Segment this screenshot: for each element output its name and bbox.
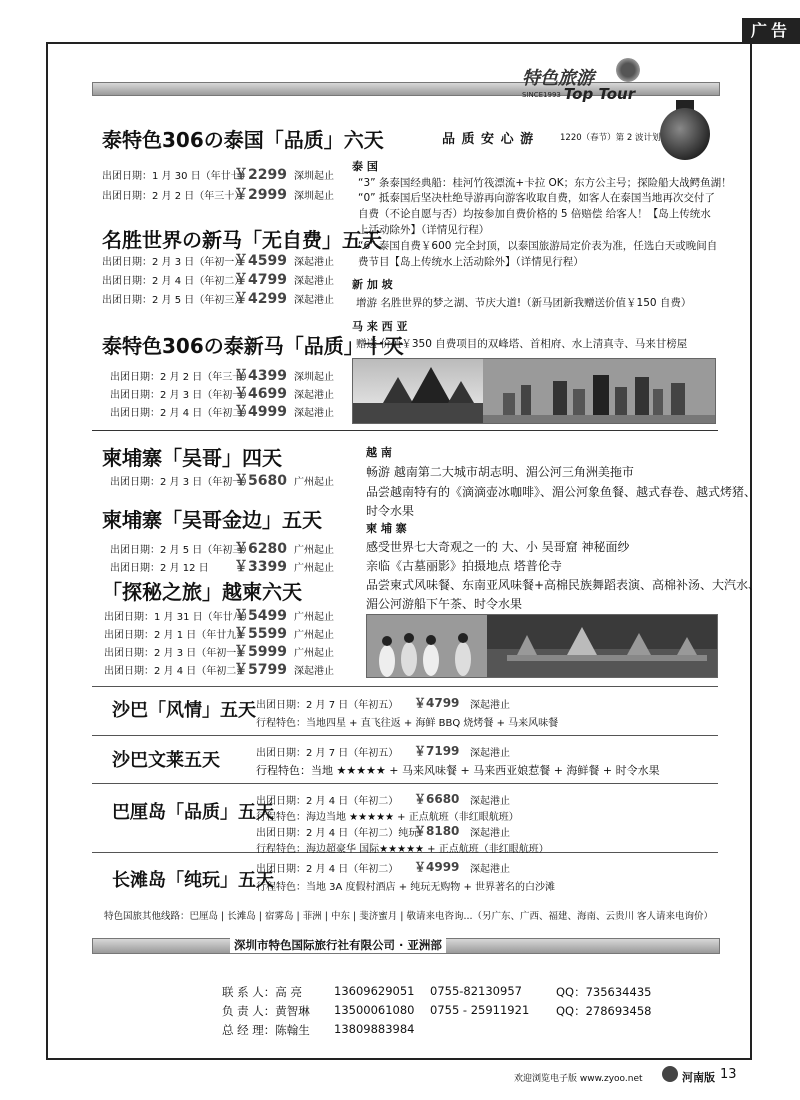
photo-dancers-angkor (366, 614, 718, 678)
tour-title: 柬埔寨「吴哥金边」五天 (102, 508, 322, 532)
departure-date: 出团日期：2 月 7 日（年初五） (256, 748, 399, 759)
tour-price: ￥4999 (414, 860, 460, 874)
departure-city: 深起港止 (294, 295, 334, 306)
logo-sub-text: Top Tour (563, 85, 636, 103)
company-name: 深圳市特色国际旅行社有限公司 · 亚洲部 (230, 937, 446, 953)
vietnam-line-3: 时令水果 (366, 504, 415, 518)
tour-price: ￥5799 (234, 662, 287, 678)
tour-price: ￥6680 (414, 792, 460, 806)
departure-date: 出团日期：2 月 2 日（年三十） (110, 372, 253, 383)
thailand-item-3: “6” 泰国自费￥600 完全封顶，以泰国旅游局定价表为准，任选白天或晚间自费节目【岛上传统水上活动除外】（详情见行程） (358, 240, 718, 268)
departure-city: 广州起止 (294, 545, 334, 556)
vietnam-line-2: 品尝越南特有的《滴滴壶冰咖啡》、湄公河象鱼餐、越式春卷、越式烤猪、 (366, 485, 757, 499)
tour-title: 泰特色306の泰国「品质」六天 (102, 128, 384, 152)
section-divider (92, 430, 718, 431)
departure-city: 深起港止 (470, 748, 510, 759)
departure-city: 广州起止 (294, 477, 334, 488)
tour-price: ￥4999 (234, 404, 287, 420)
departure-date: 出团日期：2 月 4 日（年初二） (102, 276, 245, 287)
departure-date: 出团日期：2 月 4 日（年初二） (256, 864, 399, 875)
singapore-text: 增游 名胜世界的梦之湖、节庆大道!（新马团新我赠送价值￥150 自费） (356, 297, 692, 309)
thailand-item-1: “3” 条泰国经典船：桂河竹筏漂流+卡拉 OK；东方公主号；探险船大战鳄鱼湖！ (358, 177, 732, 189)
departure-date: 出团日期：2 月 4 日（年初二） (104, 666, 247, 677)
itinerary-feature: 行程特色：当地 3A 度假村酒店 + 纯玩无购物 + 世界著名的白沙滩 (256, 882, 556, 893)
group-divider (92, 783, 718, 784)
departure-date: 出团日期：1 月 31 日（年廿八） (104, 612, 253, 623)
contact-qq: QQ：278693458 (556, 1004, 652, 1018)
tour-price: ￥2999 (234, 187, 287, 203)
departure-date: 出团日期：2 月 5 日（年初三） (102, 295, 245, 306)
lantern-icon (660, 108, 710, 160)
contact-phone: 0755 - 25911921 (430, 1003, 530, 1017)
tour-price: ￥6280 (234, 541, 287, 557)
departure-date: 出团日期：2 月 1 日（年廿九） (104, 630, 247, 641)
departure-date: 出团日期：2 月 5 日（年初三） (110, 545, 253, 556)
tour-title: 柬埔寨「吴哥」四天 (102, 446, 282, 470)
cambodia-line-3: 品尝柬式风味餐、东南亚风味餐+高棉民族舞蹈表演、高棉补汤、大汽水、 (366, 578, 761, 592)
malaysia-head: 马 来 西 亚 (352, 320, 408, 333)
departure-date: 出团日期：2 月 4 日（年初二） (256, 796, 399, 807)
departure-date: 出团日期：2 月 12 日 (110, 563, 209, 574)
footer-text: 欢迎浏览电子版 www.zyoo.net (514, 1074, 643, 1084)
departure-date: 出团日期：2 月 2 日（年三十） (102, 191, 245, 202)
contact-qq: QQ：735634435 (556, 985, 652, 999)
vietnam-head: 越 南 (366, 446, 392, 459)
contact-phone: 0755-82130957 (430, 984, 522, 998)
departure-date: 出团日期：2 月 3 日（年初一） (104, 648, 247, 659)
departure-city: 深起港止 (470, 700, 510, 711)
itinerary-feature: 行程特色：海边超豪华 国际★★★★★ + 正点航班（非红眼航班） (256, 844, 549, 855)
tour-price: ￥5499 (234, 608, 287, 624)
photo-temple-skyline (352, 358, 716, 424)
contact-role: 联 系 人：高 亮 (222, 985, 302, 999)
departure-date: 出团日期：2 月 7 日（年初五） (256, 700, 399, 711)
page-number: 13 (720, 1067, 737, 1082)
itinerary-feature: 行程特色：海边当地 ★★★★★ + 正点航班（非红眼航班） (256, 812, 519, 823)
contact-mobile: 13500061080 (334, 1003, 415, 1017)
tour-price: ￥5680 (234, 473, 287, 489)
cambodia-line-2: 亲临《古墓丽影》拍摄地点 塔普伦寺 (366, 559, 562, 573)
tour-price: ￥4799 (414, 696, 460, 710)
tour-title: 沙巴文莱五天 (112, 750, 220, 771)
malaysia-text: 赠送 价值￥350 自费项目的双峰塔、首相府、水上清真寺、马来甘榜屋 (356, 338, 688, 350)
departure-city: 广州起止 (294, 648, 334, 659)
departure-date: 出团日期：2 月 3 日（年初一） (110, 390, 253, 401)
tour-price: ￥4299 (234, 291, 287, 307)
edition-badge-icon (662, 1066, 678, 1082)
thailand-head: 泰 国 (352, 160, 378, 173)
quality-tour-title: 品 质 安 心 游 (442, 132, 535, 147)
tour-price: ￥7199 (414, 744, 460, 758)
tour-price: ￥4799 (234, 272, 287, 288)
departure-city: 深起港止 (294, 408, 334, 419)
itinerary-feature: 行程特色：当地四星 + 直飞往返 + 海鲜 BBQ 烧烤餐 + 马来风味餐 (256, 718, 559, 729)
tour-price: ￥4399 (234, 368, 287, 384)
other-routes: 特色国旅其他线路：巴厘岛 | 长滩岛 | 宿雾岛 | 菲洲 | 中东 | 斐济蜜月 | 敬请来电咨询...（另广东、广西、福建、海南、云贵川 客人请来电询价） (104, 911, 714, 922)
tour-price: ￥3399 (234, 559, 287, 575)
departure-date: 出团日期：2 月 3 日（年初一） (102, 257, 245, 268)
cambodia-line-1: 感受世界七大奇观之一的 大、小 吴哥窟 神秘面纱 (366, 540, 630, 554)
tour-title: 泰特色306の泰新马「品质」十天 (102, 334, 404, 358)
departure-date: 出团日期：2 月 4 日（年初二）纯玩 (256, 828, 419, 839)
departure-city: 深起港止 (470, 864, 510, 875)
departure-date: 出团日期：1 月 30 日（年廿七） (102, 171, 251, 182)
thailand-item-2: “0” 抵泰国后坚决杜绝导游再向游客收取自费，如客人在泰国当地再次交付了自费（不论自愿与否）均按参加自费价格的 5 倍赔偿 给客人！【岛上传统水上活动除外】（详情见行程） (358, 192, 715, 236)
cambodia-line-4: 湄公河游船下午茶、时令水果 (366, 597, 523, 611)
tour-title: 长滩岛「纯玩」五天 (112, 870, 274, 891)
departure-city: 深圳起止 (294, 372, 334, 383)
contact-mobile: 13609629051 (334, 984, 415, 998)
tour-price: ￥5599 (234, 626, 287, 642)
tour-price: ￥5999 (234, 644, 287, 660)
departure-city: 深圳起止 (294, 171, 334, 182)
departure-date: 出团日期：2 月 3 日（年初一） (110, 477, 253, 488)
section-divider-2 (92, 686, 718, 687)
contact-role: 负 责 人：黄智琳 (222, 1004, 310, 1018)
departure-city: 深圳起止 (294, 191, 334, 202)
departure-city: 深起港止 (294, 390, 334, 401)
departure-city: 广州起止 (294, 630, 334, 641)
vietnam-line-1: 畅游 越南第二大城市胡志明、湄公河三角洲美拖市 (366, 465, 634, 479)
contact-role: 总 经 理：陈翰生 (222, 1023, 310, 1037)
contact-mobile: 13809883984 (334, 1022, 415, 1036)
sun-logo-icon (616, 58, 640, 82)
logo-since: SINCE1993 (522, 90, 561, 99)
logo-sub (522, 85, 635, 103)
departure-city: 深起港止 (470, 796, 510, 807)
departure-city: 深起港止 (294, 257, 334, 268)
singapore-head: 新 加 坡 (352, 278, 393, 291)
departure-city: 广州起止 (294, 612, 334, 623)
tour-price: ￥4699 (234, 386, 287, 402)
tour-price: ￥4599 (234, 253, 287, 269)
ad-tag: 广告 (742, 18, 800, 44)
tour-price: ￥2299 (234, 167, 287, 183)
quality-tour-sub: 1220（春节）第 2 波计划 (560, 133, 661, 143)
group-divider (92, 735, 718, 736)
departure-city: 深起港止 (470, 828, 510, 839)
tour-title: 巴厘岛「品质」五天 (112, 802, 274, 823)
departure-city: 广州起止 (294, 563, 334, 574)
tour-title: 「探秘之旅」越柬六天 (102, 580, 302, 604)
logo-main: 特色旅游 (522, 68, 594, 89)
tour-title: 沙巴「风情」五天 (112, 700, 256, 721)
departure-date: 出团日期：2 月 4 日（年初二） (110, 408, 253, 419)
tour-title: 名胜世界の新马「无自费」五天 (102, 228, 382, 252)
tour-price: ￥8180 (414, 824, 460, 838)
itinerary-feature: 行程特色：当地 ★★★★★ + 马来风味餐 + 马来西亚娘惹餐 + 海鲜餐 + 时令水果 (256, 764, 660, 777)
departure-city: 深起港止 (294, 276, 334, 287)
departure-city: 深起港止 (294, 666, 334, 677)
cambodia-head: 柬 埔 寨 (366, 522, 407, 535)
footer-edition: 河南版 (682, 1071, 715, 1084)
